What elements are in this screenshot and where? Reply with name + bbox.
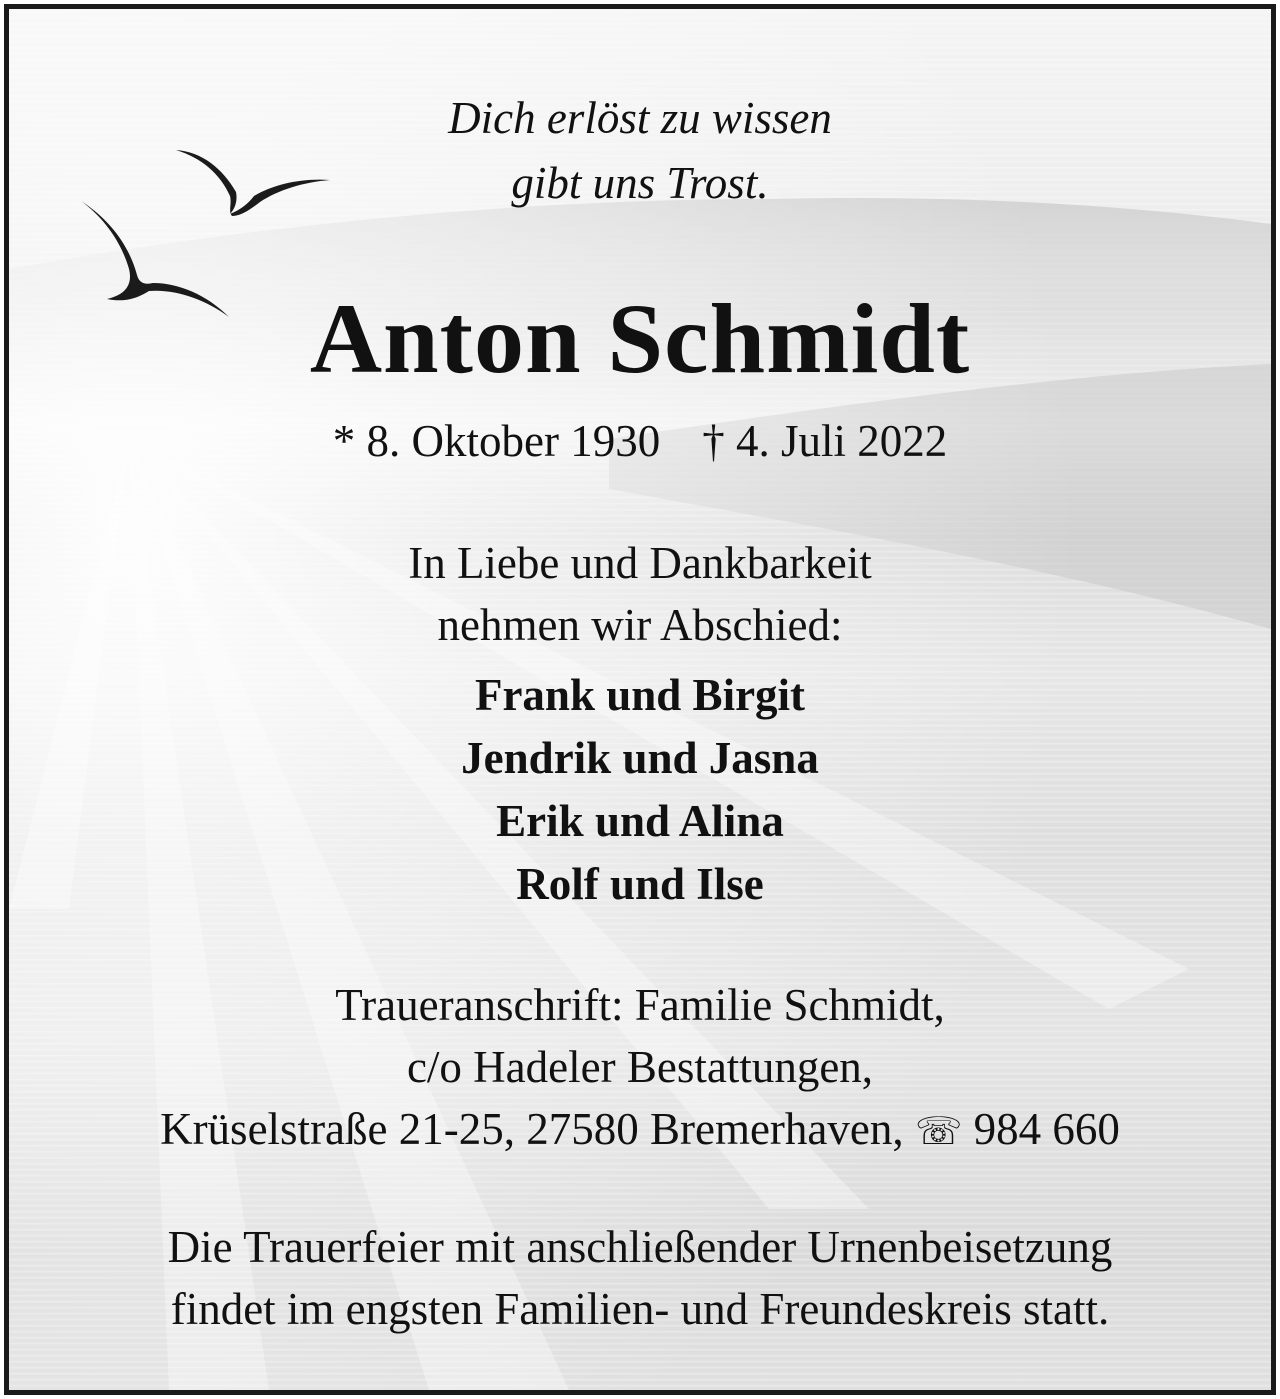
phone-number: 984 660 [973,1104,1120,1154]
motto-line: Dich erlöst zu wissen [448,93,832,143]
notice-line: Die Trauerfeier mit anschließender Urnenbeisetzung [167,1222,1113,1272]
motto-line: gibt uns Trost. [511,158,769,208]
deceased-name: Anton Schmidt [309,283,971,394]
farewell-line: nehmen wir Abschied: [437,600,843,650]
obituary-content [9,9,1271,1390]
address-line: c/o Hadeler Bestattungen, [406,1042,874,1092]
obituary-frame [4,4,1276,1395]
address-line: Traueranschrift: Familie Schmidt, [335,980,945,1030]
mourner-name: Jendrik und Jasna [461,733,819,783]
mourner-name: Frank und Birgit [474,670,806,720]
life-dates [9,415,1271,467]
address-line [9,1103,1271,1155]
birth-date: * 8. Oktober 1930 [332,416,661,466]
death-date: † 4. Juli 2022 [702,416,948,466]
mourner-name: Rolf und Ilse [516,859,764,909]
phone-icon: ☏ [914,1109,963,1153]
farewell-line: In Liebe und Dankbarkeit [408,538,872,588]
address-street: Krüselstraße 21-25, 27580 Bremerhaven, [160,1104,904,1154]
notice-line: findet im engsten Familien- und Freundeskreis statt. [170,1284,1110,1334]
mourner-name: Erik und Alina [496,796,784,846]
